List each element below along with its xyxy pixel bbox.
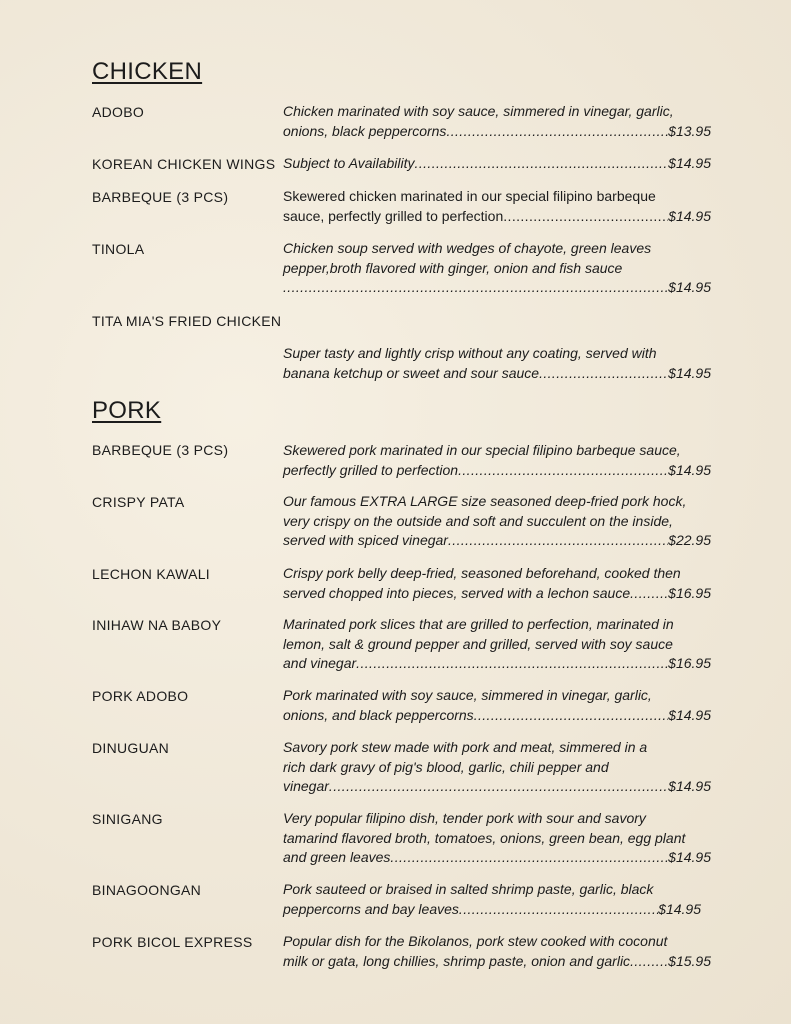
item-name-lechon-kawali: LECHON KAWALI bbox=[92, 566, 210, 582]
desc-line: Savory pork stew made with pork and meat, simmered in a bbox=[283, 739, 648, 755]
item-desc-inihaw-na-baboy bbox=[283, 615, 713, 674]
desc-line: Marinated pork slices that are grilled to perfection, marinated in bbox=[283, 616, 674, 632]
desc-line: very crispy on the outside and soft and succulent on the inside, bbox=[283, 512, 673, 529]
desc-price-line bbox=[283, 706, 711, 726]
desc-text: vinegar bbox=[283, 778, 329, 794]
price: $14.95 bbox=[668, 706, 711, 723]
leader-dots bbox=[503, 207, 668, 227]
item-desc-tinola bbox=[283, 239, 713, 298]
item-desc-dinuguan bbox=[283, 738, 713, 797]
desc-line: Skewered chicken marinated in our special filipino barbeque bbox=[283, 188, 656, 204]
desc-text: served chopped into pieces, served with a lechon sauce bbox=[283, 584, 631, 601]
item-desc-sinigang bbox=[283, 809, 713, 868]
desc-text: onions, and black peppercorns bbox=[283, 706, 474, 723]
leader-dots bbox=[459, 900, 658, 920]
desc-line: tamarind flavored broth, tomatoes, onions, green bean, egg plant bbox=[283, 829, 686, 846]
leader-dots bbox=[329, 777, 668, 797]
leader-dots bbox=[458, 461, 668, 481]
price: $14.95 bbox=[668, 364, 711, 381]
item-name-crispy-pata: CRISPY PATA bbox=[92, 494, 185, 510]
desc-text: and vinegar bbox=[283, 655, 357, 671]
section-title-pork: PORK bbox=[92, 397, 162, 424]
desc-text: perfectly grilled to perfection bbox=[283, 461, 459, 478]
price: $14.95 bbox=[668, 849, 711, 865]
desc-text: Subject to Availability bbox=[283, 155, 415, 171]
desc-line: rich dark gravy of pig's blood, garlic, chili pepper and bbox=[283, 758, 609, 775]
leader-dots bbox=[448, 531, 668, 551]
item-name-pork-adobo: PORK ADOBO bbox=[92, 688, 189, 704]
item-name-dinuguan: DINUGUAN bbox=[92, 740, 170, 756]
desc-line: Very popular filipino dish, tender pork with sour and savory bbox=[283, 810, 646, 826]
item-desc-binagoongan bbox=[283, 880, 713, 919]
leader-dots bbox=[446, 122, 668, 142]
desc-text: peppercorns and bay leaves bbox=[283, 900, 459, 917]
desc-line: Super tasty and lightly crisp without any coating, served with bbox=[283, 345, 657, 361]
price: $14.95 bbox=[668, 778, 711, 794]
item-desc-lechon-kawali bbox=[283, 564, 713, 603]
desc-line: Skewered pork marinated in our special filipino barbeque sauce, bbox=[283, 442, 681, 458]
desc-text: served with spiced vinegar bbox=[283, 532, 448, 548]
item-name-korean-chicken-wings: KOREAN CHICKEN WINGS bbox=[92, 156, 276, 172]
leader-dots bbox=[539, 364, 668, 384]
desc-price-line bbox=[283, 461, 711, 481]
price: $13.95 bbox=[668, 122, 711, 139]
item-desc-chicken-barbeque bbox=[283, 187, 713, 226]
desc-price-line bbox=[283, 364, 711, 384]
desc-line: Pork marinated with soy sauce, simmered in vinegar, garlic, bbox=[283, 687, 652, 703]
leader-dots bbox=[630, 952, 668, 972]
item-desc-korean-chicken-wings bbox=[283, 154, 713, 174]
desc-price-line bbox=[283, 154, 711, 174]
price: $14.95 bbox=[668, 155, 711, 171]
desc-text: onions, black peppercorns bbox=[283, 122, 447, 139]
item-desc-crispy-pata bbox=[283, 492, 713, 551]
desc-text: milk or gata, long chillies, shrimp paste, onion and garlic bbox=[283, 952, 631, 969]
price: $14.95 bbox=[658, 900, 701, 917]
leader-dots bbox=[630, 584, 668, 604]
price: $16.95 bbox=[668, 655, 711, 671]
item-name-sinigang: SINIGANG bbox=[92, 811, 163, 827]
item-name-chicken-adobo: ADOBO bbox=[92, 104, 145, 120]
leader-dots bbox=[390, 848, 668, 868]
item-desc-pork-bicol-express bbox=[283, 932, 713, 971]
price: $14.95 bbox=[668, 461, 711, 478]
desc-price-line bbox=[283, 654, 711, 674]
item-desc-chicken-adobo bbox=[283, 102, 713, 141]
item-desc-pork-barbeque bbox=[283, 441, 713, 480]
desc-price-line bbox=[283, 584, 711, 604]
desc-line: Chicken marinated with soy sauce, simmered in vinegar, garlic, bbox=[283, 103, 674, 119]
leader-dots bbox=[356, 654, 668, 674]
price: $14.95 bbox=[668, 279, 711, 295]
desc-line: Crispy pork belly deep-fried, seasoned beforehand, cooked then bbox=[283, 565, 681, 581]
desc-line: Our famous EXTRA LARGE size seasoned deep-fried pork hock, bbox=[283, 493, 687, 509]
leader-dots bbox=[415, 154, 669, 174]
desc-price-line bbox=[283, 848, 711, 868]
item-name-pork-barbeque: BARBEQUE (3 PCS) bbox=[92, 442, 229, 458]
desc-line: pepper,broth flavored with ginger, onion and fish sauce bbox=[283, 259, 623, 276]
desc-price-line bbox=[283, 900, 701, 920]
desc-price-line bbox=[283, 777, 711, 797]
item-name-tita-mias-fried-chicken: TITA MIA'S FRIED CHICKEN bbox=[92, 313, 282, 329]
price: $22.95 bbox=[668, 532, 711, 548]
price: $16.95 bbox=[668, 584, 711, 601]
desc-line: Popular dish for the Bikolanos, pork stew cooked with coconut bbox=[283, 933, 668, 949]
item-name-pork-bicol-express: PORK BICOL EXPRESS bbox=[92, 934, 253, 950]
item-name-binagoongan: BINAGOONGAN bbox=[92, 882, 202, 898]
desc-price-line bbox=[283, 531, 711, 551]
desc-text: banana ketchup or sweet and sour sauce bbox=[283, 364, 540, 381]
leader-dots bbox=[283, 278, 668, 298]
desc-line: Chicken soup served with wedges of chayote, green leaves bbox=[283, 240, 652, 256]
item-name-chicken-barbeque: BARBEQUE (3 PCS) bbox=[92, 189, 229, 205]
item-desc-pork-adobo bbox=[283, 686, 713, 725]
desc-price-line bbox=[283, 952, 711, 972]
desc-price-line bbox=[283, 278, 711, 298]
desc-price-line bbox=[283, 207, 711, 227]
item-desc-tita-mias-fried-chicken bbox=[283, 344, 713, 383]
price: $14.95 bbox=[668, 207, 711, 224]
leader-dots bbox=[474, 706, 668, 726]
desc-line: Pork sauteed or braised in salted shrimp paste, garlic, black bbox=[283, 881, 654, 897]
price: $15.95 bbox=[668, 952, 711, 969]
desc-text: sauce, perfectly grilled to perfection bbox=[283, 207, 504, 224]
item-name-inihaw-na-baboy: INIHAW NA BABOY bbox=[92, 617, 222, 633]
desc-line: lemon, salt & ground pepper and grilled, served with soy sauce bbox=[283, 635, 673, 652]
section-title-chicken: CHICKEN bbox=[92, 58, 203, 85]
item-name-tinola: TINOLA bbox=[92, 241, 145, 257]
desc-text: and green leaves bbox=[283, 849, 391, 865]
desc-price-line bbox=[283, 122, 711, 142]
